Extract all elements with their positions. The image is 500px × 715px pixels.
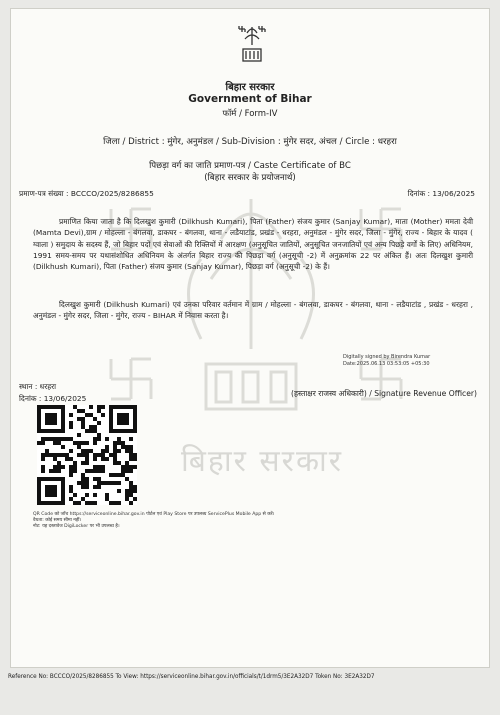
digital-signature-name: Digitally signed by Birendra Kumar	[343, 354, 431, 360]
digital-signature-date: Date:2025.06.13 03:53:05 +05:30	[343, 361, 430, 367]
certificate-number: प्रमाण-पत्र संख्या : BCCCO/2025/8286855	[19, 189, 154, 198]
certificate-title-main: पिछड़ा वर्ग का जाति प्रमाण-पत्र / Caste Certificate of BC	[149, 161, 351, 171]
place-label: स्थान : धरहरा	[19, 382, 57, 391]
officer-signature-label: (हस्ताक्षर राजस्व अधिकारी) / Signature Revenue Officer)	[291, 389, 477, 398]
certificate-page	[10, 8, 490, 668]
digilocker-note: नोट: यह दस्तावेज DigiLocker पर भी उपलब्ध है।	[33, 524, 120, 529]
digital-signature	[343, 354, 430, 368]
residence-paragraph: दिलखुश कुमारी (Dilkhush Kumari) एवं उनका परिवार वर्तमान में ग्राम / मोहल्ला - बंगलवा, डाकघर - बंगलवा, थाना - लडैयाटांड , प्रखंड - धरहरा , अनुमंडल - मुंगेर सदर, जिला - मुंगेर, राज्य - BIHAR में निवास करता है।	[33, 300, 473, 321]
validity-note: वैधता: कोई समय सीमा नहीं।	[33, 518, 82, 523]
certificate-title	[11, 160, 489, 184]
certification-paragraph: प्रमाणित किया जाता है कि दिलखुश कुमारी (Dilkhush Kumari), पिता (Father) संजय कुमार (Sanjay Kumar), माता (Mother) ममता देवी (Mamta Devi),ग्राम / मोहल्ला - बंगलवा, डाकघर - बंगलवा, थाना - लडैयाटांड, प्रखंड - धरहरा, अनुमंडल - मुंगेर सदर, जिला - मुंगेर, राज्य - बिहार के यादव ( ग्वाला ) समुदाय के सदस्य हैं, जो बिहार पदों एवं सेवाओं की रिक्तियों में आरक्षण (अनुसूचित जातियों, अनुसूचित जनजातियों एवं अन्य पिछड़े वर्गों के लिए) अधिनियम, 1991 समय-समय पर यथासंशोधित अधिनियम के अंतर्गत बिहार राज्य की पिछड़ा वर्ग (अनुसूची -2) में अनुक्रमांक 22 पर अंकित हैं। अतः दिलखुश कुमारी (Dilkhush Kumari), पिता (Father) संजय कुमार (Sanjay Kumar), पिछड़ा वर्ग (अनुसूची -2) के हैं।	[33, 217, 473, 272]
certificate-date: दिनांक : 13/06/2025	[407, 189, 475, 198]
govt-title-english: Government of Bihar	[188, 93, 312, 105]
qr-code[interactable]	[37, 405, 137, 505]
location-line: जिला / District : मुंगेर, अनुमंडल / Sub-Division : मुंगेर सदर, अंचल / Circle : धरहरा	[103, 137, 397, 147]
qr-verification-note: QR Code को जाँच https://serviceonline.bihar.gov.in पोर्टल एवं Play Store पर उपलब्ध ServicePlus Mobile App से करें।	[33, 512, 275, 517]
reference-footer: Reference No: BCCCO/2025/8286855 To View: https://serviceonline.bihar.gov.in/officials/t/1drm5/3E2A32D7 Token No: 3E2A32D7	[8, 674, 375, 680]
govt-title-hindi: बिहार सरकार	[225, 82, 275, 93]
issue-date-label: दिनांक : 13/06/2025	[19, 394, 87, 403]
form-label: फॉर्म / Form-IV	[222, 109, 278, 119]
bihar-emblem-icon	[237, 23, 267, 69]
certificate-purpose: (बिहार सरकार के प्रयोजनार्थ)	[204, 173, 296, 183]
watermark-text: बिहार सरकार	[181, 444, 344, 479]
